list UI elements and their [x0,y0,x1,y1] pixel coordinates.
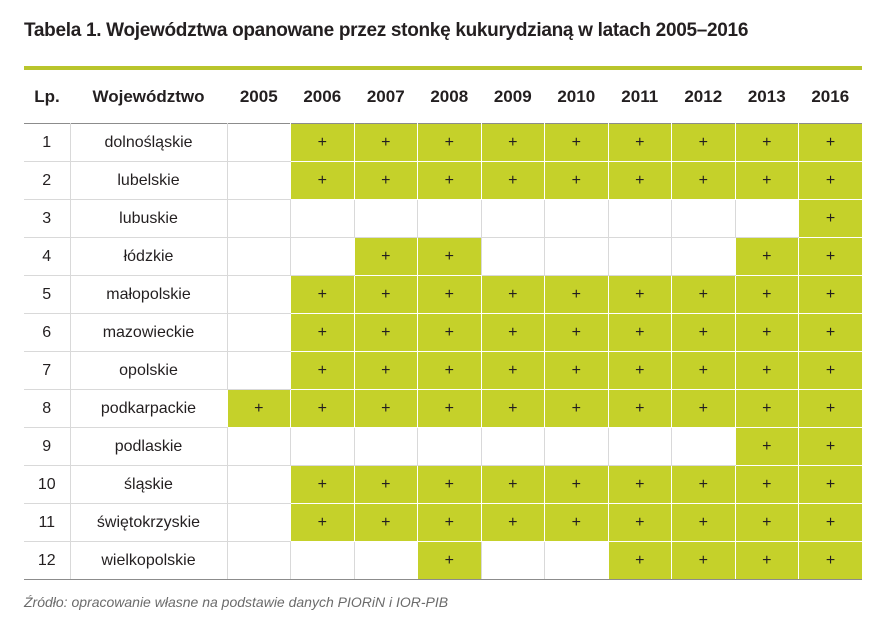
cell-empty [545,542,609,580]
cell-present: + [291,352,355,390]
header-year: 2009 [493,86,532,106]
province-name: mazowieckie [70,314,227,352]
cell-present: + [481,390,545,428]
cell-present: + [545,276,609,314]
cell-empty [545,238,609,276]
header-year: 2012 [684,86,723,106]
cell-present: + [799,314,863,352]
cell-present: + [354,504,418,542]
cell-present: + [354,466,418,504]
row-number: 7 [24,352,70,390]
cell-present: + [545,352,609,390]
cell-present: + [418,504,482,542]
table-container [24,66,862,580]
cell-present: + [735,390,799,428]
cell-present: + [545,314,609,352]
province-name: śląskie [70,466,227,504]
cell-empty [672,200,736,238]
cell-present: + [799,390,863,428]
province-name: małopolskie [70,276,227,314]
cell-present: + [608,314,672,352]
cell-present: + [481,276,545,314]
cell-present: + [354,124,418,162]
cell-empty [608,200,672,238]
row-number: 6 [24,314,70,352]
cell-present: + [735,314,799,352]
cell-present: + [418,124,482,162]
province-name: łódzkie [70,238,227,276]
cell-empty [291,200,355,238]
header-year: 2008 [430,86,469,106]
cell-present: + [227,390,291,428]
cell-empty [291,428,355,466]
cell-present: + [799,504,863,542]
cell-empty [545,200,609,238]
cell-empty [354,200,418,238]
cell-present: + [608,352,672,390]
cell-present: + [608,162,672,200]
cell-present: + [735,238,799,276]
header-year: 2011 [621,86,659,106]
cell-present: + [735,542,799,580]
cell-present: + [418,542,482,580]
cell-present: + [608,390,672,428]
cell-empty [291,238,355,276]
cell-empty [672,238,736,276]
cell-present: + [481,466,545,504]
cell-present: + [545,162,609,200]
header-year: 2016 [811,86,850,106]
cell-present: + [545,466,609,504]
cell-present: + [672,162,736,200]
cell-present: + [418,466,482,504]
cell-empty [354,542,418,580]
province-name: wielkopolskie [70,542,227,580]
cell-empty [227,352,291,390]
table-row [24,162,862,200]
cell-empty [735,200,799,238]
cell-present: + [354,352,418,390]
cell-present: + [608,276,672,314]
cell-empty [291,542,355,580]
cell-empty [227,200,291,238]
cell-present: + [481,162,545,200]
row-number: 10 [24,466,70,504]
cell-present: + [735,124,799,162]
cell-empty [227,276,291,314]
cell-present: + [418,276,482,314]
cell-present: + [608,124,672,162]
cell-present: + [672,276,736,314]
cell-present: + [291,162,355,200]
table-row [24,352,862,390]
cell-present: + [291,276,355,314]
cell-empty [418,428,482,466]
cell-empty [608,238,672,276]
row-number: 2 [24,162,70,200]
table-title: Tabela 1. Województwa opanowane przez stonkę kukurydzianą w latach 2005–2016 [24,20,749,41]
cell-present: + [481,124,545,162]
province-name: podlaskie [70,428,227,466]
cell-empty [672,428,736,466]
cell-empty [418,200,482,238]
cell-empty [481,238,545,276]
province-name: dolnośląskie [70,124,227,162]
header-year: 2006 [303,86,342,106]
cell-present: + [608,542,672,580]
header-year: 2010 [557,86,596,106]
cell-present: + [354,238,418,276]
cell-present: + [291,504,355,542]
cell-present: + [799,352,863,390]
cell-present: + [799,200,863,238]
cell-present: + [799,276,863,314]
province-name: świętokrzyskie [70,504,227,542]
header-year: 2007 [366,86,405,106]
row-number: 5 [24,276,70,314]
cell-present: + [799,466,863,504]
cell-present: + [418,162,482,200]
table-header [24,68,862,124]
cell-present: + [291,466,355,504]
cell-present: + [291,314,355,352]
cell-present: + [354,390,418,428]
cell-present: + [481,504,545,542]
table-body [24,124,862,580]
cell-empty [608,428,672,466]
table-row [24,314,862,352]
cell-present: + [672,314,736,352]
cell-present: + [735,276,799,314]
cell-present: + [354,276,418,314]
row-number: 1 [24,124,70,162]
cell-empty [227,466,291,504]
province-name: lubelskie [70,162,227,200]
header-province: Województwo [92,86,205,106]
cell-empty [227,428,291,466]
cell-present: + [672,352,736,390]
cell-present: + [672,466,736,504]
cell-empty [227,162,291,200]
row-number: 8 [24,390,70,428]
cell-present: + [608,466,672,504]
cell-present: + [608,504,672,542]
cell-empty [227,124,291,162]
cell-present: + [481,352,545,390]
source-note: Źródło: opracowanie własne na podstawie danych PIORiN i IOR-PIB [24,594,449,610]
table-row [24,276,862,314]
cell-empty [354,428,418,466]
table-row [24,124,862,162]
province-name: opolskie [70,352,227,390]
cell-present: + [291,124,355,162]
cell-empty [227,238,291,276]
cell-present: + [735,504,799,542]
cell-present: + [735,428,799,466]
province-name: lubuskie [70,200,227,238]
row-number: 11 [24,504,70,542]
cell-empty [545,428,609,466]
cell-present: + [545,124,609,162]
row-number: 9 [24,428,70,466]
cell-present: + [799,124,863,162]
table-row [24,238,862,276]
cell-empty [227,542,291,580]
header-lp: Lp. [34,86,60,106]
cell-empty [481,542,545,580]
header-year: 2013 [747,86,786,106]
table-row [24,466,862,504]
cell-present: + [672,390,736,428]
cell-present: + [418,238,482,276]
cell-present: + [735,162,799,200]
cell-present: + [799,238,863,276]
row-number: 12 [24,542,70,580]
cell-present: + [672,124,736,162]
header-year: 2005 [239,86,278,106]
cell-present: + [799,162,863,200]
row-number: 3 [24,200,70,238]
province-name: podkarpackie [70,390,227,428]
cell-present: + [291,390,355,428]
row-number: 4 [24,238,70,276]
header-row [24,68,862,124]
cell-present: + [354,314,418,352]
cell-present: + [735,466,799,504]
cell-present: + [481,314,545,352]
table-row [24,390,862,428]
cell-present: + [672,542,736,580]
cell-present: + [354,162,418,200]
cell-empty [227,314,291,352]
cell-present: + [799,428,863,466]
cell-empty [481,200,545,238]
data-table [24,66,862,580]
cell-present: + [418,352,482,390]
cell-present: + [545,504,609,542]
cell-present: + [799,542,863,580]
table-row [24,200,862,238]
cell-present: + [672,504,736,542]
cell-present: + [418,314,482,352]
table-row [24,428,862,466]
cell-present: + [735,352,799,390]
cell-present: + [418,390,482,428]
cell-empty [227,504,291,542]
cell-empty [481,428,545,466]
table-row [24,504,862,542]
table-row [24,542,862,580]
cell-present: + [545,390,609,428]
